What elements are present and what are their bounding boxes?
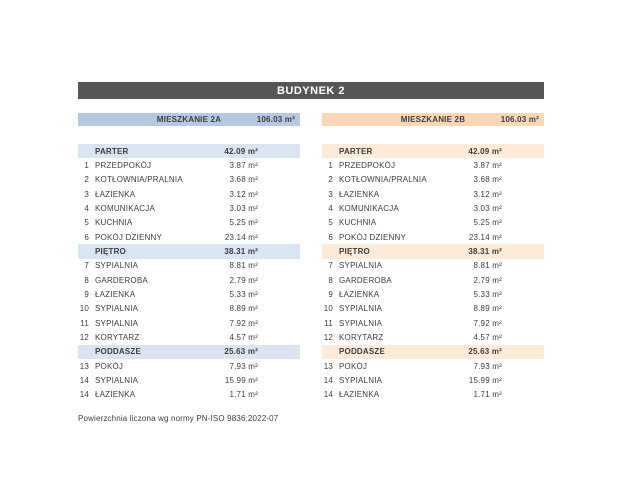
- room-area: 5.33 m²: [229, 289, 258, 299]
- room-name: ŁAZIENKA: [95, 289, 136, 299]
- room-row: [322, 259, 544, 273]
- room-area: 23.14 m²: [468, 232, 502, 242]
- room-row: [322, 230, 544, 244]
- section-name: PARTER: [339, 146, 373, 156]
- room-name: KOTŁOWNIA/PRALNIA: [95, 175, 183, 185]
- room-row: [322, 359, 544, 373]
- room-name: POKÓJ DZIENNY: [95, 232, 163, 242]
- room-area: 2.79 m²: [229, 275, 258, 285]
- room-number: 5: [328, 218, 333, 228]
- room-number: 11: [80, 318, 89, 328]
- room-number: 1: [328, 160, 333, 170]
- room-name: GARDEROBA: [339, 275, 392, 285]
- room-number: 14: [79, 375, 89, 385]
- room-row: [78, 173, 300, 187]
- room-number: 10: [323, 304, 333, 314]
- room-area: 5.25 m²: [229, 218, 258, 228]
- apartment-column-2b: [322, 113, 544, 402]
- room-area: 8.81 m²: [229, 261, 258, 271]
- room-area: 3.12 m²: [229, 189, 258, 199]
- room-row: [322, 388, 544, 402]
- apartment-table-2b: [322, 144, 544, 402]
- room-row: [322, 316, 544, 330]
- room-number: 4: [84, 203, 89, 213]
- room-row: [78, 302, 300, 316]
- room-number: 1: [84, 160, 89, 170]
- room-number: 10: [79, 304, 89, 314]
- room-row: [322, 173, 544, 187]
- section-name: PIĘTRO: [95, 246, 126, 256]
- room-area: 5.33 m²: [473, 289, 502, 299]
- room-name: POKÓJ: [339, 361, 368, 371]
- room-name: KOMUNIKACJA: [339, 203, 399, 213]
- room-number: 12: [323, 332, 333, 342]
- room-number: 9: [328, 289, 333, 299]
- room-name: SYPIALNIA: [339, 261, 383, 271]
- room-row: [322, 330, 544, 344]
- room-row: [322, 158, 544, 172]
- apartment-total-area: 106.03 m²: [256, 115, 295, 124]
- room-area: 7.93 m²: [229, 361, 258, 371]
- room-area: 15.99 m²: [224, 375, 258, 385]
- room-name: GARDEROBA: [95, 275, 148, 285]
- room-number: 9: [84, 289, 89, 299]
- room-number: 13: [79, 361, 89, 371]
- room-name: ŁAZIENKA: [339, 390, 380, 400]
- room-row: [78, 287, 300, 301]
- building-title: BUDYNEK 2: [276, 84, 346, 97]
- room-row: [78, 259, 300, 273]
- document-content: [78, 82, 544, 423]
- room-row: [78, 273, 300, 287]
- room-row: [78, 216, 300, 230]
- section-name: PIĘTRO: [339, 246, 370, 256]
- apartment-name: MIESZKANIE 2A: [156, 115, 222, 124]
- room-area: 8.89 m²: [473, 304, 502, 314]
- room-row: [322, 216, 544, 230]
- apartment-total-area: 106.03 m²: [500, 115, 539, 124]
- section-row: [78, 244, 300, 258]
- room-row: [78, 388, 300, 402]
- room-area: 3.87 m²: [473, 160, 502, 170]
- room-number: 2: [84, 175, 89, 185]
- room-name: SYPIALNIA: [339, 304, 383, 314]
- room-row: [78, 359, 300, 373]
- room-name: KUCHNIA: [339, 218, 377, 228]
- room-row: [78, 187, 300, 201]
- room-name: KORYTARZ: [339, 332, 384, 342]
- section-name: PODDASZE: [339, 347, 386, 357]
- section-name: PODDASZE: [95, 347, 142, 357]
- apartment-table-2a: [78, 144, 300, 402]
- footer-note: Powierzchnia liczona wg normy PN-ISO 9836:2022-07: [78, 413, 279, 423]
- apartment-name: MIESZKANIE 2B: [400, 115, 466, 124]
- room-name: KORYTARZ: [95, 332, 140, 342]
- room-area: 3.87 m²: [229, 160, 258, 170]
- apartment-column-2a: [78, 113, 300, 402]
- room-row: [322, 287, 544, 301]
- section-area: 25.63 m²: [468, 347, 502, 357]
- room-area: 4.57 m²: [229, 332, 258, 342]
- room-area: 3.12 m²: [473, 189, 502, 199]
- room-name: SYPIALNIA: [339, 375, 383, 385]
- room-area: 7.92 m²: [473, 318, 502, 328]
- room-name: PRZEDPOKÓJ: [339, 160, 396, 170]
- room-name: ŁAZIENKA: [95, 390, 136, 400]
- room-row: [322, 187, 544, 201]
- room-name: KOMUNIKACJA: [95, 203, 155, 213]
- room-area: 15.99 m²: [468, 375, 502, 385]
- room-number: 11: [324, 318, 333, 328]
- room-area: 4.57 m²: [473, 332, 502, 342]
- room-area: 3.68 m²: [229, 175, 258, 185]
- room-row: [78, 373, 300, 387]
- room-number: 5: [84, 218, 89, 228]
- room-area: 3.03 m²: [473, 203, 502, 213]
- room-number: 2: [328, 175, 333, 185]
- room-area: 8.89 m²: [229, 304, 258, 314]
- room-row: [78, 158, 300, 172]
- apartment-columns: [78, 113, 544, 402]
- room-area: 1.71 m²: [473, 390, 502, 400]
- room-name: ŁAZIENKA: [339, 189, 380, 199]
- room-area: 5.25 m²: [473, 218, 502, 228]
- section-area: 42.09 m²: [224, 146, 258, 156]
- room-number: 3: [328, 189, 333, 199]
- room-row: [78, 330, 300, 344]
- section-area: 25.63 m²: [224, 347, 258, 357]
- section-area: 38.31 m²: [468, 246, 502, 256]
- room-name: ŁAZIENKA: [339, 289, 380, 299]
- room-row: [78, 201, 300, 215]
- room-row: [78, 230, 300, 244]
- room-number: 14: [323, 375, 333, 385]
- room-number: 4: [328, 203, 333, 213]
- room-row: [78, 316, 300, 330]
- room-name: PRZEDPOKÓJ: [95, 160, 152, 170]
- room-area: 3.03 m²: [229, 203, 258, 213]
- room-name: SYPIALNIA: [95, 318, 139, 328]
- section-area: 42.09 m²: [468, 146, 502, 156]
- section-row: [322, 144, 544, 158]
- room-name: SYPIALNIA: [95, 304, 139, 314]
- room-area: 1.71 m²: [229, 390, 258, 400]
- section-name: PARTER: [95, 146, 129, 156]
- room-number: 6: [84, 232, 89, 242]
- room-row: [322, 273, 544, 287]
- room-name: SYPIALNIA: [95, 261, 139, 271]
- room-number: 7: [328, 261, 333, 271]
- room-row: [322, 302, 544, 316]
- section-row: [78, 144, 300, 158]
- room-number: 12: [79, 332, 89, 342]
- room-name: SYPIALNIA: [95, 375, 139, 385]
- room-area: 7.93 m²: [473, 361, 502, 371]
- section-row: [322, 345, 544, 359]
- room-area: 8.81 m²: [473, 261, 502, 271]
- room-area: 23.14 m²: [224, 232, 258, 242]
- apartment-header-2b: [322, 113, 544, 126]
- room-number: 14: [79, 390, 89, 400]
- building-title-bar: [78, 82, 544, 99]
- room-name: KOTŁOWNIA/PRALNIA: [339, 175, 427, 185]
- room-area: 3.68 m²: [473, 175, 502, 185]
- section-row: [322, 244, 544, 258]
- room-area: 7.92 m²: [229, 318, 258, 328]
- room-name: POKÓJ: [95, 361, 124, 371]
- room-row: [322, 201, 544, 215]
- room-number: 3: [84, 189, 89, 199]
- section-area: 38.31 m²: [224, 246, 258, 256]
- room-number: 8: [328, 275, 333, 285]
- room-name: KUCHNIA: [95, 218, 133, 228]
- room-name: SYPIALNIA: [339, 318, 383, 328]
- room-number: 14: [323, 390, 333, 400]
- room-number: 6: [328, 232, 333, 242]
- room-number: 7: [84, 261, 89, 271]
- apartment-header-2a: [78, 113, 300, 126]
- room-area: 2.79 m²: [473, 275, 502, 285]
- room-row: [322, 373, 544, 387]
- room-number: 8: [84, 275, 89, 285]
- room-name: ŁAZIENKA: [95, 189, 136, 199]
- section-row: [78, 345, 300, 359]
- room-number: 13: [323, 361, 333, 371]
- room-name: POKÓJ DZIENNY: [339, 232, 407, 242]
